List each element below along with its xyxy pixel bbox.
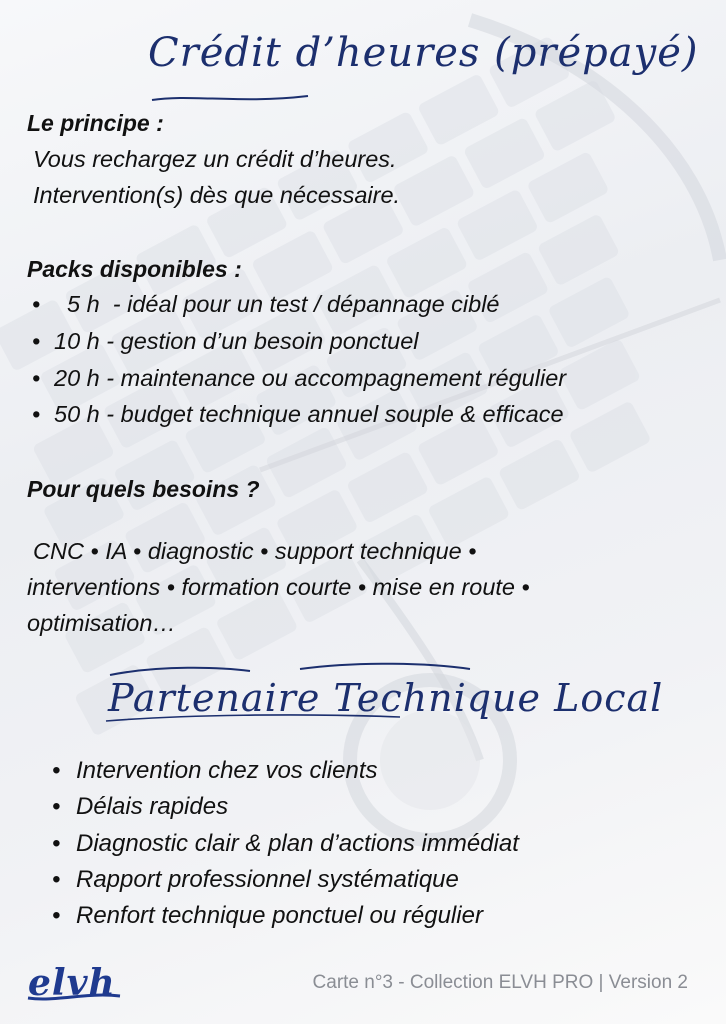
packs-heading: Packs disponibles : (27, 256, 242, 282)
partner-feature: • Renfort technique ponctuel ou régulier (52, 902, 483, 929)
title-flourish (150, 92, 310, 106)
partner-feature: • Intervention chez vos clients (52, 757, 378, 784)
partner-feature-text: Rapport professionnel systématique (76, 866, 459, 893)
pack-item-text: 20 h - maintenance ou accompagnement régulier (54, 365, 567, 391)
pack-item-text: 5 h - idéal pour un test / dépannage ciblé (54, 291, 500, 317)
partner-feature-text: Diagnostic clair & plan d’actions immédiat (76, 830, 519, 857)
pack-item: • 5 h - idéal pour un test / dépannage ciblé (32, 291, 500, 317)
pack-item: • 50 h - budget technique annuel souple & efficace (32, 401, 564, 427)
needs-heading: Pour quels besoins ? (27, 476, 260, 502)
pack-item: • 20 h - maintenance ou accompagnement régulier (32, 365, 567, 391)
pack-item-text: 10 h - gestion d’un besoin ponctuel (54, 328, 419, 354)
needs-line-3: optimisation… (27, 610, 176, 636)
principle-line-1: Vous rechargez un crédit d’heures. (33, 146, 397, 172)
principle-line-2: Intervention(s) dès que nécessaire. (33, 182, 401, 208)
pack-item: • 10 h - gestion d’un besoin ponctuel (32, 328, 419, 354)
partner-feature-text: Intervention chez vos clients (76, 757, 378, 784)
footer-caption: Carte n°3 - Collection ELVH PRO | Version 2 (312, 972, 688, 993)
partner-feature: • Rapport professionnel systématique (52, 866, 459, 893)
principle-heading: Le principe : (27, 110, 164, 136)
pack-item-text: 50 h - budget technique annuel souple & efficace (54, 401, 564, 427)
partner-title: Partenaire Technique Local (108, 676, 664, 720)
elvh-logo: elvh (28, 962, 116, 1004)
partner-feature: • Diagnostic clair & plan d’actions immédiat (52, 830, 519, 857)
card-title: Crédit d’heures (prépayé) (148, 30, 699, 76)
needs-line-2: interventions • formation courte • mise en route • (27, 574, 530, 600)
needs-line-1: CNC • IA • diagnostic • support technique • (33, 538, 477, 564)
logo-swoosh-icon (26, 990, 122, 1002)
partner-feature-text: Renfort technique ponctuel ou régulier (76, 902, 483, 929)
partner-feature: • Délais rapides (52, 793, 229, 820)
partner-feature-text: Délais rapides (76, 793, 229, 820)
